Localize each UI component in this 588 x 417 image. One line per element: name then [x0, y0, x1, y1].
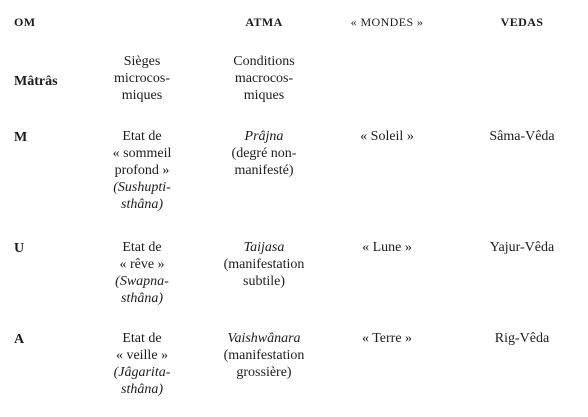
subheader-conditions-line: Conditions — [233, 54, 295, 69]
row-a-letter: A — [14, 332, 25, 347]
row-m-monde: « Soleil » — [360, 129, 414, 144]
row-m-atma-desc: (degré non- — [231, 146, 297, 161]
row-u-etat-line: « rêve » — [119, 257, 165, 272]
row-u-etat-line: Etat de — [122, 240, 162, 255]
row-a-etat-sanskrit: sthâna) — [121, 382, 163, 397]
row-a-atma — [198, 330, 330, 381]
row-m-etat-line: Etat de — [122, 129, 162, 144]
row-a-etat-line: Etat de — [122, 331, 162, 346]
row-u-veda: Yajur-Vêda — [489, 240, 555, 255]
row-m-veda: Sâma-Vêda — [489, 129, 555, 144]
row-a-atma-desc: grossière) — [236, 365, 292, 380]
subheader-matras: Mâtrâs — [14, 74, 58, 89]
row-m-atma — [198, 128, 330, 179]
subheader-sieges — [86, 53, 198, 104]
row-m-etat-sanskrit: (Sushupti- — [113, 180, 171, 195]
subheader-sieges-line: microcos- — [114, 71, 170, 86]
row-m-letter: M — [14, 130, 28, 145]
header-mondes: « MONDES » — [350, 15, 424, 29]
row-u-etat-sanskrit: (Swapna- — [115, 274, 169, 289]
row-a-atma-desc: (manifestation — [223, 348, 305, 363]
subheader-conditions-line: miques — [243, 88, 285, 103]
row-u-etat — [86, 239, 198, 307]
row-u-atma — [198, 239, 330, 290]
row-a-atma-name: Vaishwânara — [227, 331, 301, 346]
row-u-atma-name: Taijasa — [243, 240, 285, 255]
header-vedas: VEDAS — [500, 15, 544, 29]
row-u-monde: « Lune » — [362, 240, 412, 255]
row-m-atma-desc: manifesté) — [234, 163, 294, 178]
subheader-sieges-line: miques — [121, 88, 163, 103]
row-m-etat — [86, 128, 198, 213]
row-u-atma-desc: subtile) — [243, 274, 285, 289]
row-a-etat — [86, 330, 198, 398]
subheader-conditions — [198, 53, 330, 104]
subheader-sieges-line: Sièges — [123, 54, 161, 69]
row-a-etat-line: « veille » — [115, 348, 169, 363]
row-a-monde: « Terre » — [361, 331, 413, 346]
row-m-atma-name: Prâjna — [244, 129, 284, 144]
header-om: OM — [14, 15, 36, 29]
subheader-conditions-line: macrocos- — [234, 71, 294, 86]
row-a-etat-sanskrit: (Jâgarita- — [113, 365, 171, 380]
row-u-letter: U — [14, 241, 25, 256]
row-m-etat-sanskrit: sthâna) — [121, 197, 163, 212]
header-atma: ATMA — [245, 15, 283, 29]
row-a-veda: Rig-Vêda — [494, 331, 550, 346]
row-u-etat-sanskrit: sthâna) — [121, 291, 163, 306]
row-m-etat-line: profond » — [114, 163, 170, 178]
row-u-atma-desc: (manifestation — [223, 257, 305, 272]
row-m-etat-line: « sommeil — [112, 146, 172, 161]
